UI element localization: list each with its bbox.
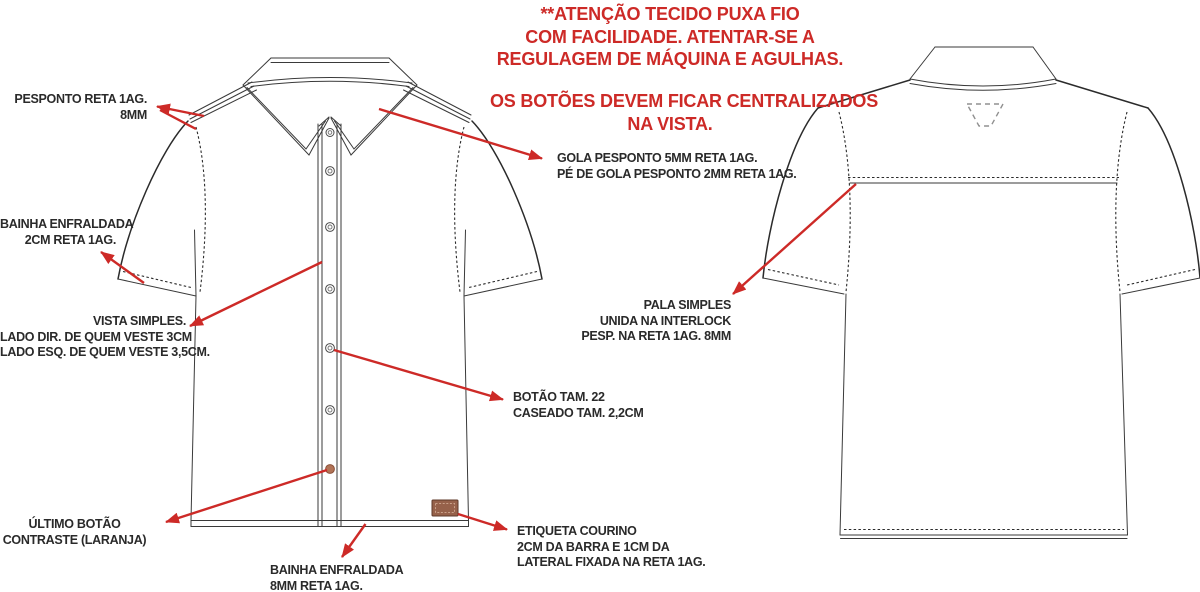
annotation-line: CASEADO TAM. 2,2CM [513,405,644,420]
courino-label-patch [432,500,458,516]
annotation-line: PALA SIMPLES [643,298,731,312]
annotation-line: PESP. NA RETA 1AG. 8MM [581,329,731,343]
back-yoke-seam [848,178,1119,184]
warning-note-line: COM FACILIDADE. ATENTAR-SE A [525,26,815,47]
front-buttons [326,167,335,474]
annotation-line: LADO ESQ. DE QUEM VESTE 3,5CM. [0,345,210,359]
arrow-botao [334,350,503,400]
arrow-ultimo-botao [166,470,327,522]
annotation-line: PÉ DE GOLA PESPONTO 2MM RETA 1AG. [557,166,797,181]
annotation-line: GOLA PESPONTO 5MM RETA 1AG. [557,151,758,165]
front-shoulder-seams [189,82,471,123]
annotation-line: 8MM [120,107,147,122]
annotation-line: ÚLTIMO BOTÃO [28,517,121,531]
annotation-bainha-barra [270,563,470,592]
front-left-sleeve [118,121,205,296]
back-right-sleeve [1116,108,1200,294]
annotation-line: LATERAL FIXADA NA RETA 1AG. [517,555,706,569]
back-body [840,294,1128,539]
annotation-bainha-manga [0,217,134,248]
hanging-loop [967,104,1003,126]
arrow-vista [190,262,322,326]
annotation-line: 2CM RETA 1AG. [24,232,116,247]
buttons-note [490,90,879,135]
arrow-bainha-barra [342,524,366,557]
annotation-line: 8MM RETA 1AG. [270,578,363,592]
annotation-line: BOTÃO TAM. 22 [513,390,605,404]
warning-note-line: REGULAGEM DE MÁQUINA E AGULHAS. [496,49,844,69]
annotation-pesponto-ombro [0,92,147,123]
contrast-button [326,465,335,474]
annotation-line: 2CM DA BARRA E 1CM DA [517,539,670,554]
arrow-pala [733,184,856,294]
annotation-vista [0,314,210,361]
annotation-line: LADO DIR. DE QUEM VESTE 3CM [0,329,192,344]
annotation-line: UNIDA NA INTERLOCK [599,313,731,328]
warning-note [490,3,850,71]
annotation-line: ETIQUETA COURINO [517,524,637,538]
arrow-etiqueta [458,514,507,530]
annotation-etiqueta [517,524,707,571]
annotation-ultimo-botao [0,517,149,548]
annotation-line: PESPONTO RETA 1AG. [14,92,147,106]
buttons-note-line: OS BOTÕES DEVEM FICAR CENTRALIZADOS [490,91,879,111]
front-collar [243,58,417,155]
annotation-line: BAINHA ENFRALDADA [0,217,134,231]
front-right-sleeve [455,121,542,296]
back-collar [910,47,1056,90]
front-view [118,58,542,527]
annotation-line: VISTA SIMPLES. [92,314,186,328]
annotation-line: BAINHA ENFRALDADA [270,563,404,577]
annotation-pala [580,298,731,345]
warning-note-line: **ATENÇÃO TECIDO PUXA FIO [540,4,800,24]
annotation-gola [557,151,797,182]
annotation-line: CONTRASTE (LARANJA) [2,532,147,547]
annotation-botao [513,390,673,421]
buttons-note-line: NA VISTA. [627,113,713,134]
